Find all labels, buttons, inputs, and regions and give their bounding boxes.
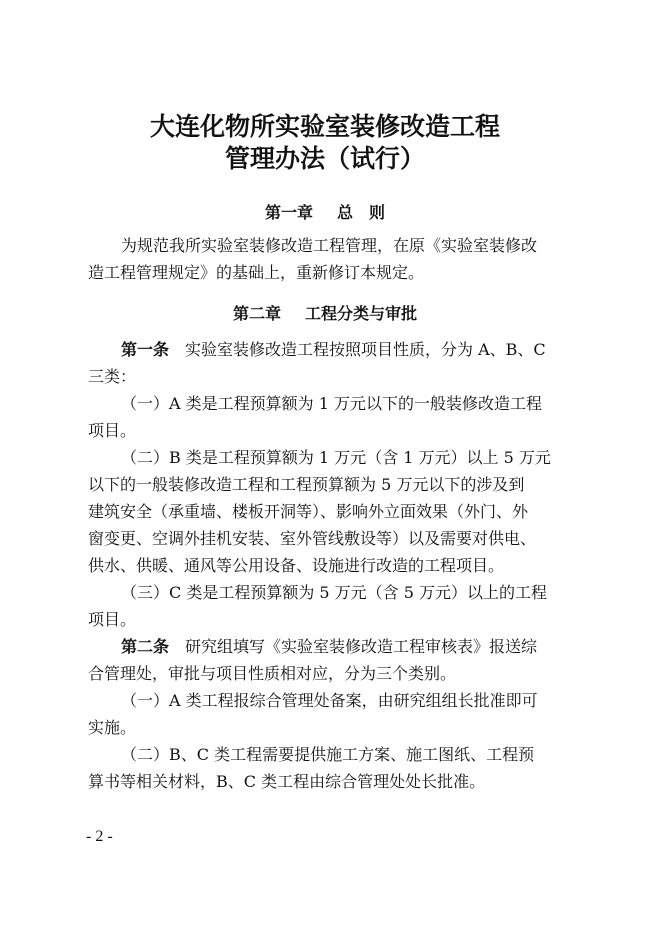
approval-a-line-1: （一）A 类工程报综合管理处备案，由研究组组长批准即可 bbox=[121, 691, 538, 710]
chapter-2-heading bbox=[0, 303, 650, 325]
item-b-line-1: （二）B 类是工程预算额为 1 万元（含 1 万元）以上 5 万元 bbox=[121, 448, 551, 467]
item-a-line-2: 项目。 bbox=[88, 421, 137, 440]
item-b-line-3: 建筑安全（承重墙、楼板开洞等）、影响外立面效果（外门、外 bbox=[88, 502, 529, 521]
item-b-line-4: 窗变更、空调外挂机安装、室外管线敷设等）以及需要对供电、 bbox=[88, 529, 537, 548]
chapter-2-name: 工程分类与审批 bbox=[305, 304, 418, 323]
item-b-line-2: 以下的一般装修改造工程和工程预算额为 5 万元以下的涉及到 bbox=[88, 475, 525, 494]
article-1-line-1 bbox=[121, 339, 546, 361]
document-title-line-1: 大连化物所实验室装修改造工程 bbox=[149, 112, 500, 141]
approval-a-line-2: 实施。 bbox=[88, 718, 137, 737]
article-1-label: 第一条 bbox=[121, 340, 170, 359]
item-b-line-5: 供水、供暖、通风等公用设备、设施进行改造的工程项目。 bbox=[88, 556, 505, 575]
article-1-text: 实验室装修改造工程按照项目性质，分为 A、B、C bbox=[169, 340, 546, 359]
chapter-1-heading bbox=[0, 202, 650, 224]
article-2-line-1 bbox=[121, 636, 537, 658]
approval-bc-line-2: 算书等相关材料，B、C 类工程由综合管理处处长批准。 bbox=[88, 772, 486, 791]
item-c-line-2: 项目。 bbox=[88, 610, 137, 629]
article-2-label: 第二条 bbox=[121, 637, 170, 656]
chapter-2-label: 第二章 bbox=[232, 304, 281, 323]
item-c-line-1: （三）C 类是工程预算额为 5 万元（含 5 万元）以上的工程 bbox=[121, 583, 548, 602]
chapter-1-name: 总 则 bbox=[337, 203, 386, 222]
article-2-text: 研究组填写《实验室装修改造工程审核表》报送综 bbox=[169, 637, 538, 656]
intro-paragraph-line-1: 为规范我所实验室装修改造工程管理，在原《实验室装修改 bbox=[121, 236, 538, 255]
document-title-line-2: 管理办法（试行） bbox=[224, 144, 425, 173]
item-a-line-1: （一）A 类是工程预算额为 1 万元以下的一般装修改造工程 bbox=[121, 394, 542, 413]
intro-paragraph-line-2: 造工程管理规定》的基础上，重新修订本规定。 bbox=[88, 263, 425, 282]
article-2-line-2: 合管理处，审批与项目性质相对应，分为三个类别。 bbox=[88, 664, 457, 683]
approval-bc-line-1: （二）B、C 类工程需要提供施工方案、施工图纸、工程预 bbox=[121, 745, 535, 764]
chapter-1-label: 第一章 bbox=[264, 203, 313, 222]
page-number: - 2 - bbox=[86, 828, 113, 845]
article-1-line-2: 三类： bbox=[88, 367, 137, 386]
